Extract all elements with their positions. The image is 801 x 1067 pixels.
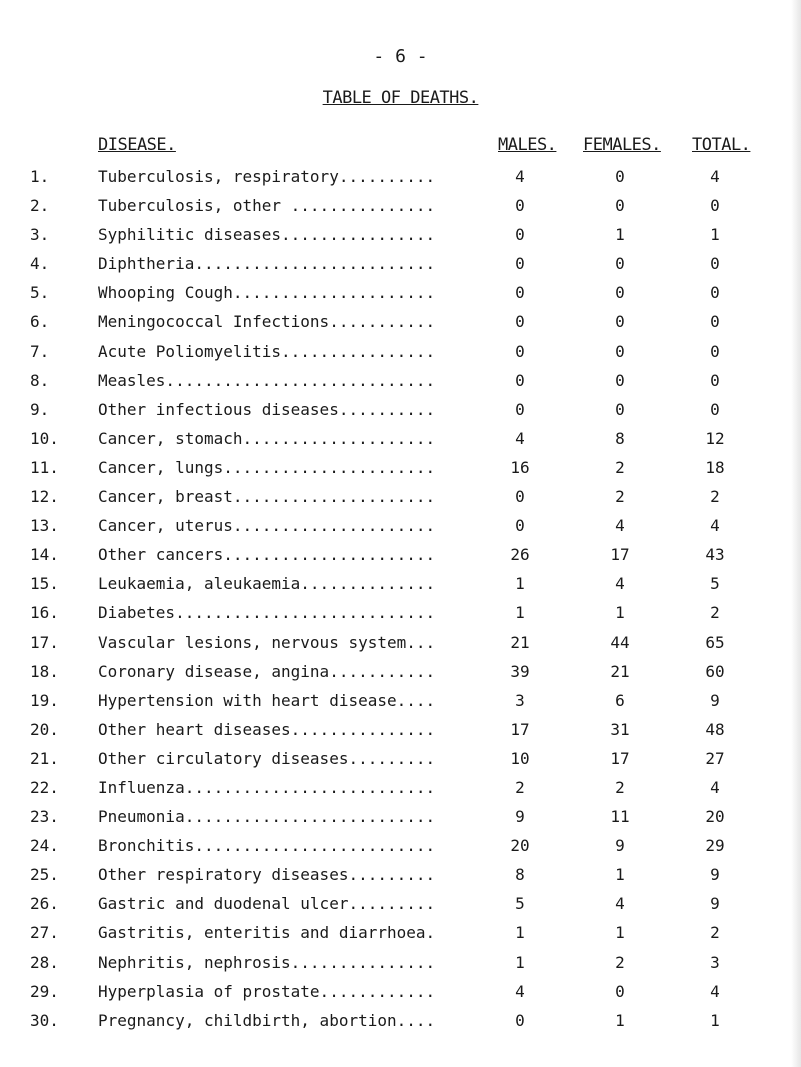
row-number: 13.: [30, 516, 59, 536]
males-count: 0: [515, 370, 525, 390]
females-count: 1: [615, 923, 625, 943]
females-count: 0: [615, 399, 625, 419]
disease-name: Cancer, stomach....................: [98, 428, 436, 448]
disease-name: Cancer, lungs......................: [98, 457, 436, 477]
header-males: MALES.: [498, 135, 557, 155]
table-row: [0, 923, 801, 952]
table-row: [0, 807, 801, 836]
table-row: [0, 778, 801, 807]
males-count: 26: [510, 545, 530, 565]
disease-name: Other respiratory diseases.........: [98, 865, 436, 885]
males-count: 4: [515, 167, 525, 186]
females-count: 11: [610, 807, 630, 827]
males-count: 20: [510, 836, 530, 856]
row-number: 9.: [30, 399, 50, 419]
table-row: [0, 953, 801, 982]
total-count: 0: [710, 341, 720, 361]
disease-name: Diphtheria.........................: [98, 254, 436, 274]
table-row: [0, 196, 801, 225]
table-row: [0, 400, 801, 429]
row-number: 19.: [30, 690, 59, 710]
males-count: 0: [515, 487, 525, 507]
disease-name: Diabetes...........................: [98, 603, 436, 623]
row-number: 15.: [30, 574, 59, 594]
page-edge-shadow: [791, 0, 801, 1067]
row-number: 11.: [30, 457, 59, 477]
table-row: [0, 516, 801, 545]
table-row: [0, 458, 801, 487]
row-number: 2.: [30, 196, 50, 216]
disease-name: Acute Poliomyelitis................: [98, 341, 436, 361]
males-count: 16: [510, 457, 530, 477]
row-number: 8.: [30, 370, 50, 390]
females-count: 4: [615, 894, 625, 914]
total-count: 9: [710, 690, 720, 710]
females-count: 1: [615, 1010, 625, 1030]
table-row: [0, 720, 801, 749]
total-count: 0: [710, 312, 720, 332]
males-count: 0: [515, 312, 525, 332]
females-count: 0: [615, 167, 625, 186]
row-number: 21.: [30, 748, 59, 768]
total-count: 4: [710, 777, 720, 797]
header-females: FEMALES.: [583, 135, 661, 155]
total-count: 2: [710, 487, 720, 507]
males-count: 21: [510, 632, 530, 652]
males-count: 3: [515, 690, 525, 710]
row-number: 1.: [30, 167, 50, 186]
row-number: 6.: [30, 312, 50, 332]
row-number: 18.: [30, 661, 59, 681]
total-count: 1: [710, 1010, 720, 1030]
table-row: [0, 225, 801, 254]
table-row: [0, 429, 801, 458]
males-count: 0: [515, 399, 525, 419]
total-count: 5: [710, 574, 720, 594]
males-count: 1: [515, 603, 525, 623]
females-count: 0: [615, 283, 625, 303]
total-count: 9: [710, 865, 720, 885]
females-count: 1: [615, 865, 625, 885]
males-count: 0: [515, 283, 525, 303]
total-count: 3: [710, 952, 720, 972]
total-count: 2: [710, 603, 720, 623]
table-row: [0, 487, 801, 516]
disease-name: Other cancers......................: [98, 545, 436, 565]
males-count: 5: [515, 894, 525, 914]
females-count: 0: [615, 196, 625, 216]
males-count: 4: [515, 428, 525, 448]
total-count: 43: [705, 545, 725, 565]
females-count: 4: [615, 516, 625, 536]
disease-name: Tuberculosis, respiratory..........: [98, 167, 436, 186]
disease-name: Hyperplasia of prostate............: [98, 981, 436, 1001]
females-count: 0: [615, 981, 625, 1001]
disease-name: Measles............................: [98, 370, 436, 390]
row-number: 29.: [30, 981, 59, 1001]
table-row: [0, 371, 801, 400]
disease-name: Pregnancy, childbirth, abortion....: [98, 1010, 436, 1030]
table-row: [0, 691, 801, 720]
deaths-table-body: [0, 167, 801, 1040]
row-number: 27.: [30, 923, 59, 943]
total-count: 60: [705, 661, 725, 681]
table-row: [0, 167, 801, 196]
total-count: 48: [705, 719, 725, 739]
header-disease: DISEASE.: [98, 135, 176, 155]
disease-name: Vascular lesions, nervous system...: [98, 632, 436, 652]
females-count: 2: [615, 487, 625, 507]
females-count: 21: [610, 661, 630, 681]
row-number: 14.: [30, 545, 59, 565]
row-number: 24.: [30, 836, 59, 856]
males-count: 9: [515, 807, 525, 827]
females-count: 2: [615, 777, 625, 797]
total-count: 4: [710, 516, 720, 536]
females-count: 17: [610, 545, 630, 565]
table-row: [0, 545, 801, 574]
females-count: 0: [615, 341, 625, 361]
disease-name: Cancer, breast.....................: [98, 487, 436, 507]
disease-name: Syphilitic diseases................: [98, 225, 436, 245]
total-count: 0: [710, 370, 720, 390]
females-count: 31: [610, 719, 630, 739]
disease-name: Cancer, uterus.....................: [98, 516, 436, 536]
disease-name: Pneumonia..........................: [98, 807, 436, 827]
males-count: 2: [515, 777, 525, 797]
table-row: [0, 574, 801, 603]
disease-name: Influenza..........................: [98, 777, 436, 797]
males-count: 1: [515, 923, 525, 943]
row-number: 30.: [30, 1010, 59, 1030]
total-count: 0: [710, 254, 720, 274]
total-count: 0: [710, 399, 720, 419]
table-row: [0, 894, 801, 923]
males-count: 17: [510, 719, 530, 739]
disease-name: Leukaemia, aleukaemia..............: [98, 574, 436, 594]
total-count: 4: [710, 167, 720, 186]
total-count: 20: [705, 807, 725, 827]
table-row: [0, 633, 801, 662]
males-count: 0: [515, 196, 525, 216]
table-row: [0, 283, 801, 312]
total-count: 0: [710, 196, 720, 216]
table-row: [0, 749, 801, 778]
females-count: 1: [615, 603, 625, 623]
total-count: 29: [705, 836, 725, 856]
row-number: 16.: [30, 603, 59, 623]
row-number: 10.: [30, 428, 59, 448]
row-number: 7.: [30, 341, 50, 361]
females-count: 0: [615, 370, 625, 390]
total-count: 0: [710, 283, 720, 303]
males-count: 39: [510, 661, 530, 681]
disease-name: Other circulatory diseases.........: [98, 748, 436, 768]
females-count: 2: [615, 952, 625, 972]
males-count: 1: [515, 574, 525, 594]
row-number: 3.: [30, 225, 50, 245]
disease-name: Gastric and duodenal ulcer.........: [98, 894, 436, 914]
males-count: 0: [515, 341, 525, 361]
males-count: 0: [515, 516, 525, 536]
males-count: 1: [515, 952, 525, 972]
females-count: 1: [615, 225, 625, 245]
disease-name: Other infectious diseases..........: [98, 399, 436, 419]
females-count: 4: [615, 574, 625, 594]
row-number: 23.: [30, 807, 59, 827]
row-number: 26.: [30, 894, 59, 914]
table-row: [0, 865, 801, 894]
disease-name: Hypertension with heart disease....: [98, 690, 436, 710]
row-number: 22.: [30, 777, 59, 797]
page-number: - 6 -: [373, 46, 428, 67]
table-row: [0, 603, 801, 632]
row-number: 5.: [30, 283, 50, 303]
table-row: [0, 662, 801, 691]
disease-name: Coronary disease, angina...........: [98, 661, 436, 681]
females-count: 8: [615, 428, 625, 448]
males-count: 0: [515, 254, 525, 274]
row-number: 17.: [30, 632, 59, 652]
females-count: 0: [615, 312, 625, 332]
table-row: [0, 312, 801, 341]
total-count: 4: [710, 981, 720, 1001]
table-row: [0, 982, 801, 1011]
total-count: 2: [710, 923, 720, 943]
females-count: 9: [615, 836, 625, 856]
header-total: TOTAL.: [692, 135, 751, 155]
males-count: 8: [515, 865, 525, 885]
disease-name: Meningococcal Infections...........: [98, 312, 436, 332]
table-row: [0, 254, 801, 283]
row-number: 4.: [30, 254, 50, 274]
row-number: 20.: [30, 719, 59, 739]
disease-name: Gastritis, enteritis and diarrhoea.: [98, 923, 436, 943]
females-count: 0: [615, 254, 625, 274]
row-number: 12.: [30, 487, 59, 507]
females-count: 6: [615, 690, 625, 710]
total-count: 18: [705, 457, 725, 477]
disease-name: Whooping Cough.....................: [98, 283, 436, 303]
table-row: [0, 836, 801, 865]
column-headers: [0, 135, 801, 157]
disease-name: Nephritis, nephrosis...............: [98, 952, 436, 972]
disease-name: Bronchitis.........................: [98, 836, 436, 856]
females-count: 17: [610, 748, 630, 768]
males-count: 0: [515, 1010, 525, 1030]
table-row: [0, 342, 801, 371]
total-count: 65: [705, 632, 725, 652]
females-count: 44: [610, 632, 630, 652]
disease-name: Tuberculosis, other ...............: [98, 196, 436, 216]
table-row: [0, 1011, 801, 1040]
males-count: 10: [510, 748, 530, 768]
total-count: 12: [705, 428, 725, 448]
males-count: 4: [515, 981, 525, 1001]
females-count: 2: [615, 457, 625, 477]
total-count: 9: [710, 894, 720, 914]
disease-name: Other heart diseases...............: [98, 719, 436, 739]
males-count: 0: [515, 225, 525, 245]
row-number: 25.: [30, 865, 59, 885]
row-number: 28.: [30, 952, 59, 972]
total-count: 1: [710, 225, 720, 245]
total-count: 27: [705, 748, 725, 768]
table-title: TABLE OF DEATHS.: [322, 88, 479, 108]
